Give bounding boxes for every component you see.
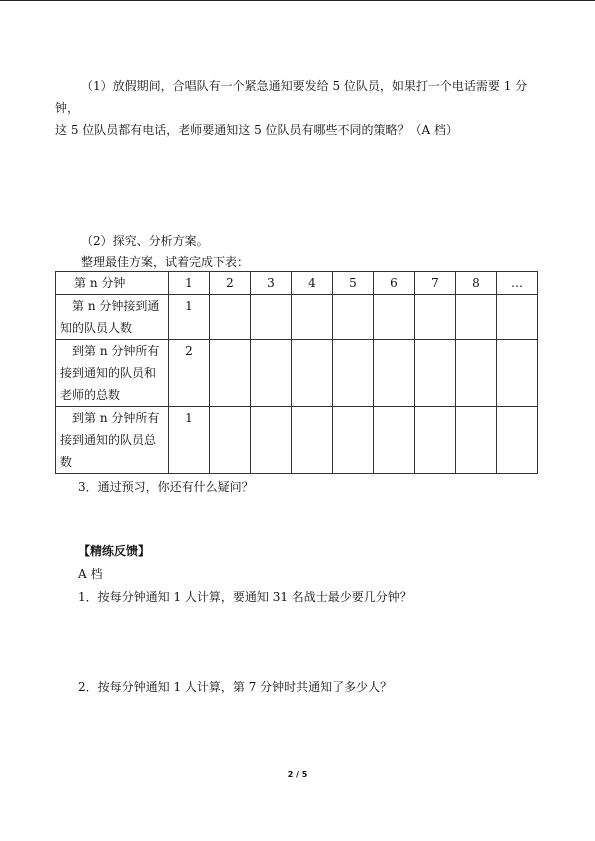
row-1-cell[interactable] (333, 295, 374, 340)
row-3-cell[interactable] (497, 407, 538, 474)
row-3-cell[interactable] (456, 407, 497, 474)
level-label: A 档 (78, 567, 103, 581)
row-2-cell[interactable] (333, 340, 374, 407)
header-col-3: 3 (251, 272, 292, 295)
row-2-cell[interactable] (292, 340, 333, 407)
row-3-label-line-2: 接到通知的队员总 (60, 433, 157, 447)
row-2-cell[interactable] (374, 340, 415, 407)
row-2-label-line-1: 到第 n 分钟所有 (72, 344, 160, 358)
header-col-6: 6 (374, 272, 415, 295)
row-1-cell[interactable] (292, 295, 333, 340)
header-col-2: 2 (210, 272, 251, 295)
row-1-cell[interactable] (374, 295, 415, 340)
row-3-cell[interactable] (333, 407, 374, 474)
header-col-7: 7 (415, 272, 456, 295)
header-col-ellipsis: … (497, 272, 538, 295)
question-2-instruction: 整理最佳方案，试着完成下表： (81, 255, 250, 269)
row-3-col-1: 1 (169, 407, 210, 474)
row-2-cell[interactable] (251, 340, 292, 407)
row-1-label-line-1: 第 n 分钟接到通 (72, 299, 160, 313)
row-2-label-line-3: 老师的总数 (60, 388, 121, 402)
row-3-cell[interactable] (251, 407, 292, 474)
row-1-cell[interactable] (251, 295, 292, 340)
row-2-label (56, 340, 169, 407)
row-1-cell[interactable] (497, 295, 538, 340)
row-2-cell[interactable] (456, 340, 497, 407)
row-1-cell[interactable] (415, 295, 456, 340)
row-2-label-line-2: 接到通知的队员和 (60, 366, 157, 380)
page-number: 2 / 5 (287, 770, 308, 779)
row-2-col-1: 2 (169, 340, 210, 407)
row-1-col-1: 1 (169, 295, 210, 340)
row-1-cell[interactable] (456, 295, 497, 340)
row-1-cell[interactable] (210, 295, 251, 340)
table-row (56, 295, 538, 340)
section-title: 【精练反馈】 (78, 544, 151, 558)
row-3-cell[interactable] (374, 407, 415, 474)
row-1-label (56, 295, 169, 340)
question-2-title: （2）探究、分析方案。 (81, 234, 209, 248)
question-3: 3．通过预习，你还有什么疑问？ (78, 480, 254, 494)
row-2-cell[interactable] (210, 340, 251, 407)
header-label: 第 n 分钟 (56, 272, 169, 295)
row-3-label-line-3: 数 (60, 455, 73, 469)
table-row (56, 340, 538, 407)
question-1 (55, 75, 545, 141)
question-1-line-1: （1）放假期间，合唱队有一个紧急通知要发给 5 位队员，如果打一个电话需要 1 分钟， (55, 79, 528, 115)
top-rule (0, 0, 595, 1)
row-3-cell[interactable] (415, 407, 456, 474)
row-3-label-line-1: 到第 n 分钟所有 (72, 411, 160, 425)
table-header-row (56, 272, 538, 295)
row-3-cell[interactable] (292, 407, 333, 474)
data-table (55, 271, 538, 474)
row-3-label (56, 407, 169, 474)
row-3-cell[interactable] (210, 407, 251, 474)
exercise-1: 1．按每分钟通知 1 人计算，要通知 31 名战士最少要几分钟？ (78, 590, 412, 604)
header-col-5: 5 (333, 272, 374, 295)
row-2-cell[interactable] (497, 340, 538, 407)
question-1-line-2: 这 5 位队员都有电话，老师要通知这 5 位队员有哪些不同的策略？（A 档） (55, 123, 459, 137)
header-col-1: 1 (169, 272, 210, 295)
exercise-2: 2．按每分钟通知 1 人计算，第 7 分钟时共通知了多少人？ (78, 680, 393, 694)
header-col-4: 4 (292, 272, 333, 295)
table-row (56, 407, 538, 474)
row-2-cell[interactable] (415, 340, 456, 407)
row-1-label-line-2: 知的队员人数 (60, 321, 133, 335)
header-col-8: 8 (456, 272, 497, 295)
